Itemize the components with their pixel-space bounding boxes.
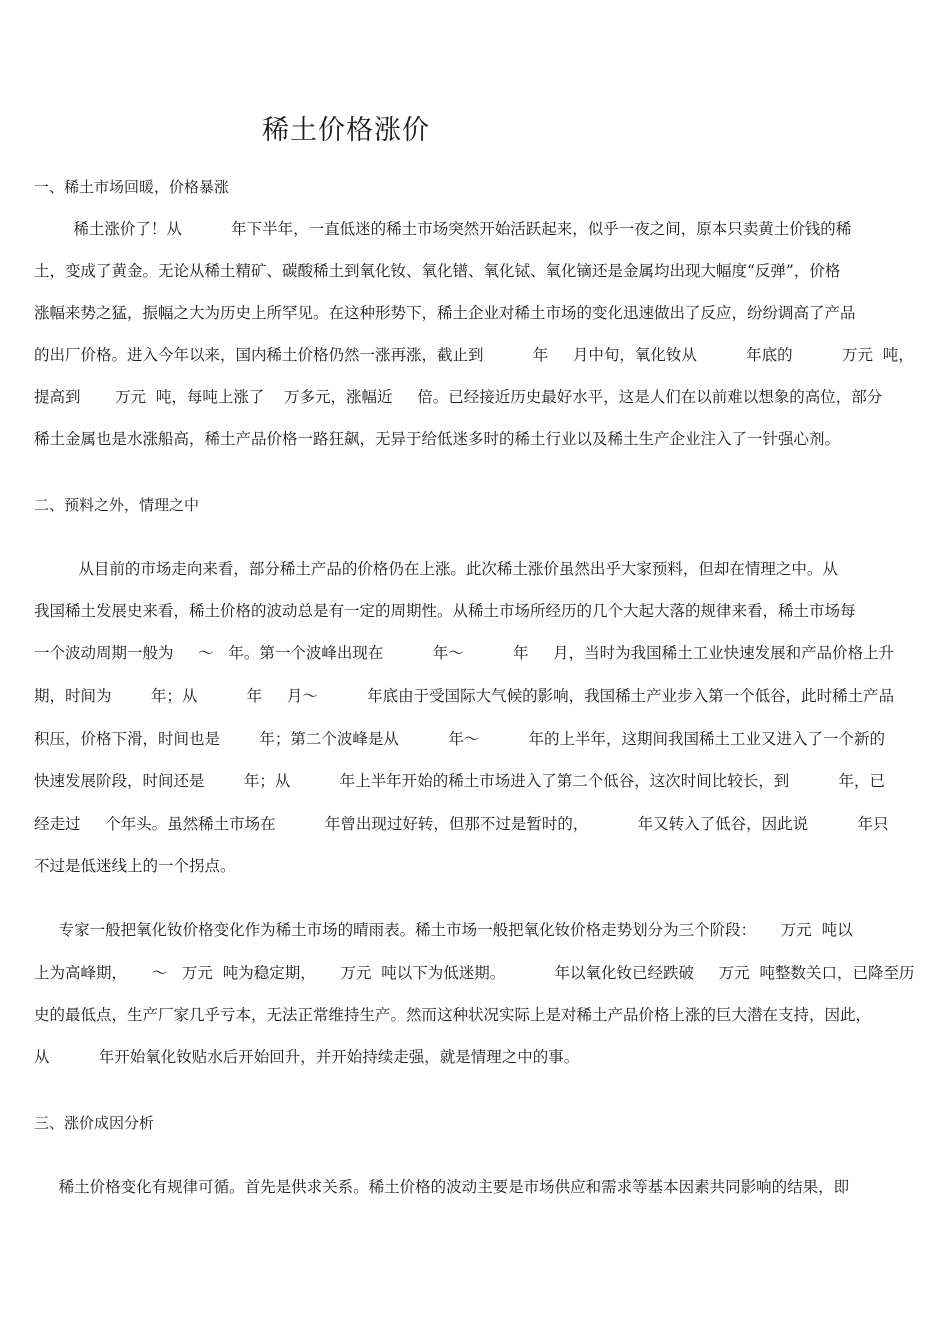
section-heading-1: 一、稀土市场回暖，价格暴涨 xyxy=(34,178,230,196)
paragraph-line: 上为高峰期， ～ 万元 吨为稳定期， 万元 吨以下为低迷期。 年以氧化钕已经跌破 万元 吨整数关口，已降至历 xyxy=(34,964,915,982)
paragraph-line: 经走过 个年头。虽然稀土市场在 年曾出现过好转，但那不过是暂时的， 年又转入了低谷，因此说 年只 xyxy=(34,815,889,833)
paragraph-line: 快速发展阶段，时间还是 年；从 年上半年开始的稀土市场进入了第二个低谷，这次时间比较长，到 年，已 xyxy=(34,772,885,790)
paragraph-line: 稀土金属也是水涨船高，稀土产品价格一路狂飙，无异于给低迷多时的稀土行业以及稀土生产企业注入了一针强心剂。 xyxy=(34,430,841,448)
paragraph-line: 我国稀土发展史来看，稀土价格的波动总是有一定的周期性。从稀土市场所经历的几个大起大落的规律来看，稀土市场每 xyxy=(34,602,856,620)
paragraph-line: 不过是低迷线上的一个拐点。 xyxy=(34,857,236,875)
paragraph-line: 稀土涨价了！从 年下半年，一直低迷的稀土市场突然开始活跃起来，似乎一夜之间，原本只卖黄土价钱的稀 xyxy=(34,220,852,238)
paragraph-line: 从 年开始氧化钕贴水后开始回升，并开始持续走强，就是情理之中的事。 xyxy=(34,1048,580,1066)
document-title: 稀土价格涨价 xyxy=(262,115,430,146)
paragraph-line: 的出厂价格。进入今年以来，国内稀土价格仍然一涨再涨，截止到 年 月中旬，氧化钕从 年底的 万元 吨， xyxy=(34,346,914,364)
paragraph-line: 期，时间为 年；从 年 月～ 年底由于受国际大气候的影响，我国稀土产业步入第一个低谷，此时稀土产品 xyxy=(34,687,895,705)
paragraph-line: 提高到 万元 吨，每吨上涨了 万多元，涨幅近 倍。已经接近历史最好水平，这是人们在以前难以想象的高位，部分 xyxy=(34,388,883,406)
paragraph-line: 史的最低点，生产厂家几乎亏本，无法正常维持生产。然而这种状况实际上是对稀土产品价格上涨的巨大潜在支持，因此， xyxy=(34,1006,872,1024)
paragraph-line: 从目前的市场走向来看，部分稀土产品的价格仍在上涨。此次稀土涨价虽然出乎大家预料，但却在情理之中。从 xyxy=(34,560,838,578)
section-heading-2: 二、预料之外，情理之中 xyxy=(34,496,200,514)
paragraph-line: 一个波动周期一般为 ～ 年。第一个波峰出现在 年～ 年 月，当时为我国稀土工业快速发展和产品价格上升 xyxy=(34,644,895,662)
paragraph-line: 专家一般把氧化钕价格变化作为稀土市场的晴雨表。稀土市场一般把氧化钕价格走势划分为三个阶段： 万元 吨以 xyxy=(34,921,853,939)
paragraph-line: 涨幅来势之猛，振幅之大为历史上所罕见。在这种形势下，稀土企业对稀土市场的变化迅速做出了反应，纷纷调高了产品 xyxy=(34,304,856,322)
paragraph-line: 土，变成了黄金。无论从稀土精矿、碳酸稀土到氧化钕、氧化镨、氧化铽、氧化镝还是金属均出现大幅度“反弹”，价格 xyxy=(34,262,841,280)
paragraph-line: 积压，价格下滑，时间也是 年；第二个波峰是从 年～ 年的上半年，这期间我国稀土工业又进入了一个新的 xyxy=(34,730,885,748)
paragraph-line: 稀土价格变化有规律可循。首先是供求关系。稀土价格的波动主要是市场供应和需求等基本因素共同影响的结果，即 xyxy=(34,1178,850,1196)
section-heading-3: 三、涨价成因分析 xyxy=(34,1114,155,1132)
